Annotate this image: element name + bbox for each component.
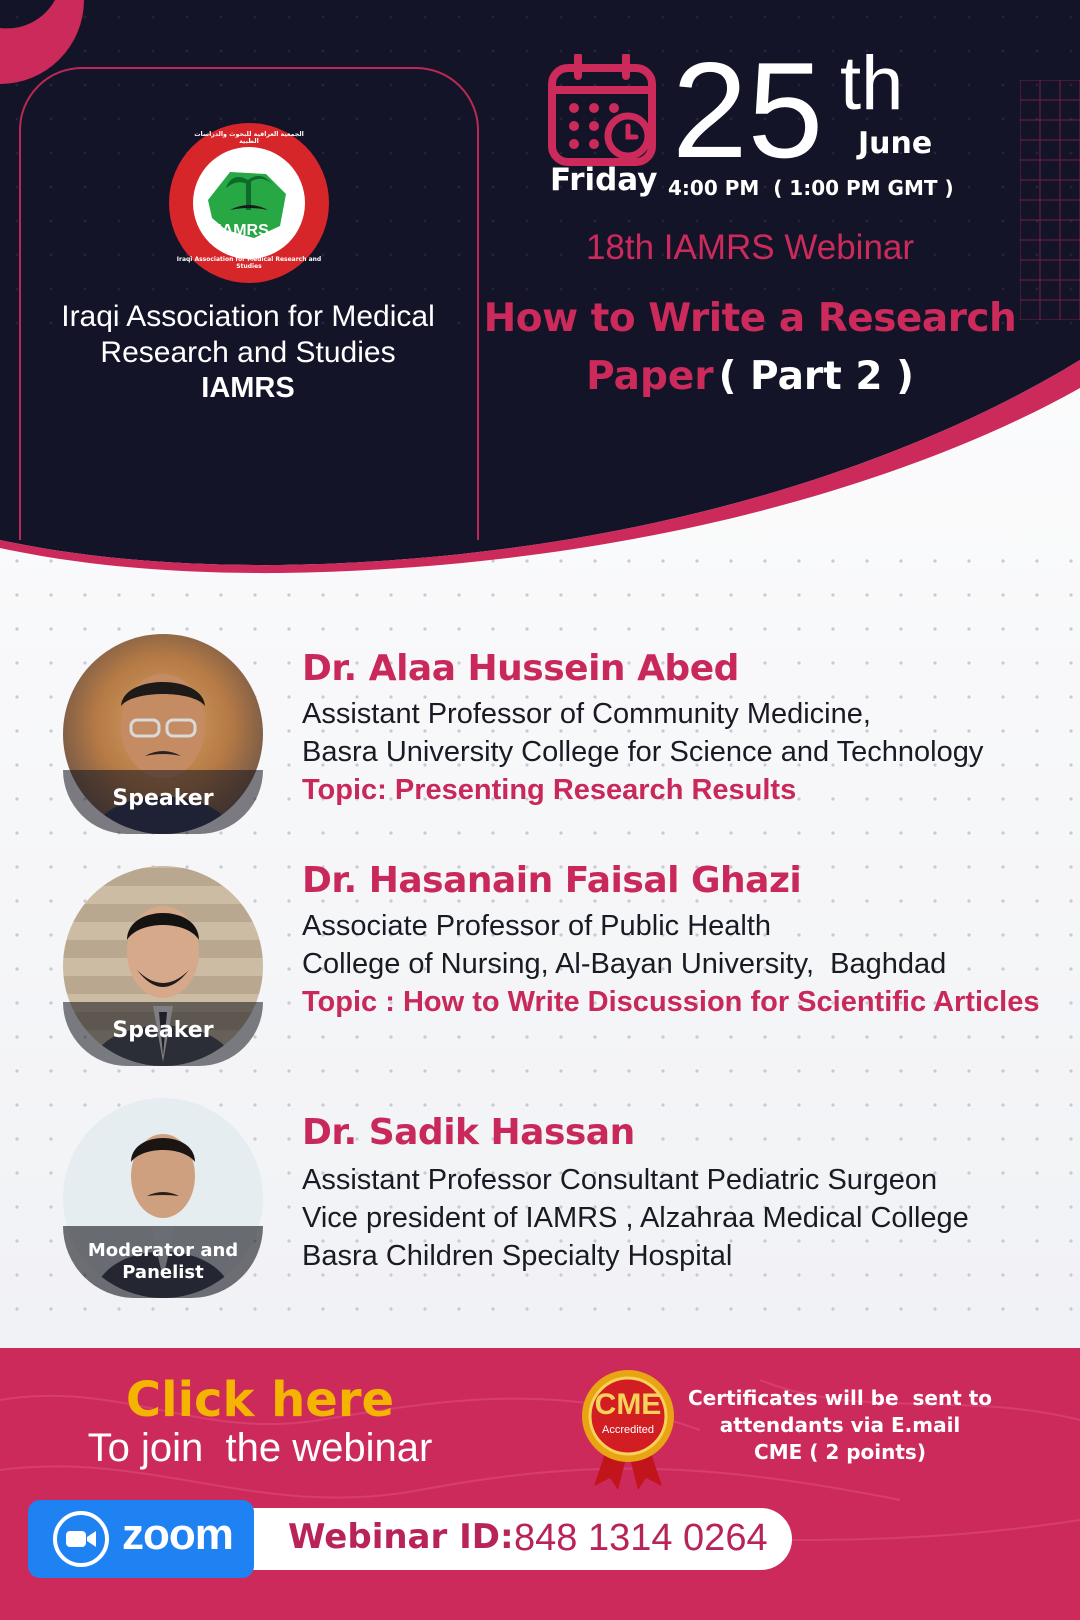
event-time: 4:00 PM ( 1:00 PM GMT ) bbox=[668, 176, 954, 200]
speaker-title-1: Assistant Professor of Community Medicine, bbox=[302, 698, 871, 730]
cme-badge-text: CME bbox=[594, 1388, 662, 1421]
speaker-hospital-3: Basra Children Specialty Hospital bbox=[302, 1240, 733, 1272]
logo-english-ring: Iraqi Association for Medical Research and Studies bbox=[176, 256, 322, 270]
join-subtitle: To join the webinar bbox=[87, 1426, 433, 1470]
calendar-icon bbox=[548, 54, 660, 166]
speaker-name-1: Dr. Alaa Hussein Abed bbox=[302, 648, 739, 689]
org-acronym: IAMRS bbox=[201, 372, 295, 404]
speaker-name-2: Dr. Hasanain Faisal Ghazi bbox=[302, 860, 802, 901]
speaker-affiliation-1: Basra University College for Science and Technology bbox=[302, 736, 984, 768]
speaker-topic-1: Topic: Presenting Research Results bbox=[302, 774, 797, 806]
webinar-title-word: Paper bbox=[586, 354, 714, 399]
speaker-title-2: Associate Professor of Public Health bbox=[302, 910, 772, 942]
logo-arabic-ring: الجمعية العراقية للبحوث والدراسات الطبية bbox=[194, 131, 304, 145]
certificate-line3: CME ( 2 points) bbox=[754, 1440, 926, 1464]
certificate-line2: attendants via E.mail bbox=[719, 1413, 961, 1437]
iamrs-logo bbox=[168, 122, 330, 284]
speaker-topic-2: Topic : How to Write Discussion for Scientific Articles bbox=[302, 986, 1040, 1018]
speaker-role-1: Speaker bbox=[112, 786, 214, 811]
webinar-id-label: Webinar ID: bbox=[288, 1517, 514, 1557]
event-weekday: Friday bbox=[550, 162, 658, 198]
webinar-title-line1: How to Write a Research bbox=[483, 296, 1017, 341]
cme-badge-subtext: Accredited bbox=[602, 1424, 654, 1436]
speaker-affiliation-2: College of Nursing, Al-Bayan University, Baghdad bbox=[302, 948, 947, 980]
join-link[interactable]: Click here bbox=[125, 1372, 395, 1428]
speaker-affiliation-3: Vice president of IAMRS , Alzahraa Medical College bbox=[302, 1202, 969, 1234]
webinar-title-line2 bbox=[480, 354, 1020, 399]
webinar-id-value[interactable]: 848 1314 0264 bbox=[514, 1517, 768, 1559]
org-name-line2: Research and Studies bbox=[100, 336, 396, 369]
speaker-role-2: Speaker bbox=[112, 1018, 214, 1043]
speaker-name-3: Dr. Sadik Hassan bbox=[302, 1112, 635, 1153]
zoom-camera-icon bbox=[52, 1510, 110, 1568]
speaker-title-3: Assistant Professor Consultant Pediatric Surgeon bbox=[302, 1164, 938, 1196]
zoom-button[interactable] bbox=[28, 1500, 254, 1578]
certificate-line1: Certificates will be sent to bbox=[687, 1386, 993, 1410]
logo-acronym: IAMRS bbox=[217, 222, 269, 239]
webinar-series: 18th IAMRS Webinar bbox=[585, 228, 915, 267]
event-day-suffix: th bbox=[840, 41, 904, 126]
org-name-line1: Iraqi Association for Medical bbox=[61, 300, 435, 333]
webinar-title-part: ( Part 2 ) bbox=[718, 354, 914, 399]
moderator-role-line1: Moderator and bbox=[87, 1240, 239, 1261]
cme-accredited-badge bbox=[580, 1370, 676, 1490]
zoom-logo-text: zoom bbox=[122, 1510, 233, 1559]
moderator-role-line2: Panelist bbox=[122, 1262, 204, 1283]
event-month: June bbox=[858, 126, 933, 161]
event-day-number: 25 bbox=[672, 34, 824, 186]
